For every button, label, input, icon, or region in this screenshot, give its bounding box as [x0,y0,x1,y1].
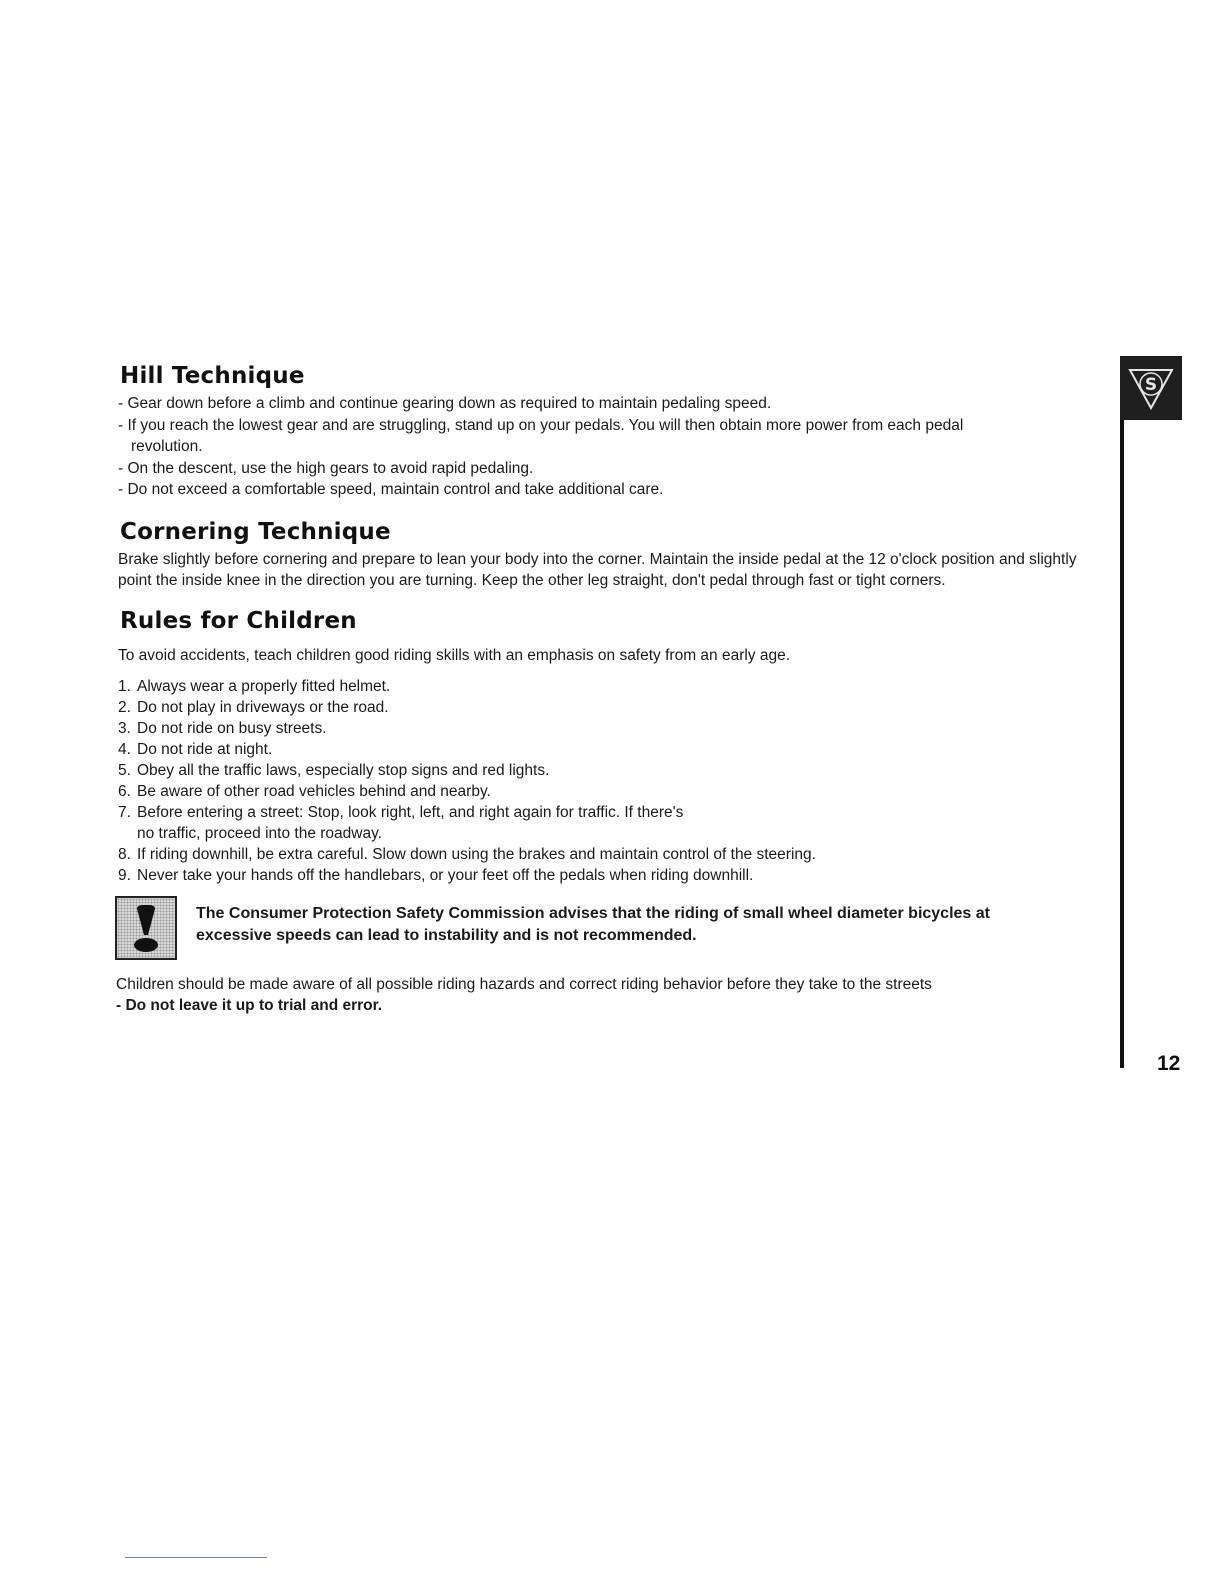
safety-warning [118,896,1078,960]
closing-bold-text: - Do not leave it up to trial and error. [116,997,383,1014]
closing-paragraph [116,974,1078,1016]
rule-text: Be aware of other road vehicles behind and nearby. [137,783,491,800]
rule-number: 6. [118,783,131,800]
rule-number: 5. [118,762,131,779]
warning-text: The Consumer Protection Safety Commission advises that the riding of small wheel diameter bicycles at excessive speeds can lead to instability and is not recommended. [196,905,990,944]
list-item [118,697,1078,718]
page-content [118,362,1078,1016]
list-item [118,718,1078,739]
hill-technique-heading: Hill Technique [120,363,305,389]
chapter-tab-logo [1120,356,1182,420]
rule-number: 7. [118,804,131,821]
rule-text: Do not play in driveways or the road. [137,699,389,716]
list-item [118,802,1078,844]
rules-for-children-section [118,607,1078,1017]
rule-number: 8. [118,846,131,863]
rule-number: 1. [118,678,131,695]
list-item [118,781,1078,802]
list-item: - Gear down before a climb and continue gearing down as required to maintain pedaling speed. [118,395,772,412]
rule-text: Do not ride at night. [137,741,273,758]
rule-text: Never take your hands off the handlebars, or your feet off the pedals when riding downhill. [137,867,754,884]
list-item: - If you reach the lowest gear and are struggling, stand up on your pedals. You will then obtain more power from each pedal revolution. [118,416,964,455]
cornering-technique-heading: Cornering Technique [120,518,391,545]
rule-text: Before entering a street: Stop, look right, left, and right again for traffic. If there's no traffic, proceed into the roadway. [137,804,684,842]
rule-number: 3. [118,720,131,737]
page-number: 12 [1157,1052,1181,1075]
list-item: - Do not exceed a comfortable speed, maintain control and take additional care. [118,481,664,498]
list-item [118,739,1078,760]
list-item [118,844,1078,865]
cornering-technique-section [118,518,1078,592]
rule-text: If riding downhill, be extra careful. Slow down using the brakes and maintain control of the steering. [137,846,816,863]
closing-text: Children should be made aware of all possible riding hazards and correct riding behavior before they take to the streets [116,976,932,993]
chapter-tab-rule [1120,356,1124,1068]
list-item [118,865,1078,886]
list-item [118,760,1078,781]
exclamation-warning-icon [115,896,177,960]
logo-letter: S [1144,375,1158,395]
hill-technique-section [118,362,1078,501]
rule-number: 4. [118,741,131,758]
footer-divider [125,1557,267,1558]
rule-text: Do not ride on busy streets. [137,720,327,737]
s-triangle-logo-icon [1126,362,1176,414]
rule-text: Always wear a properly fitted helmet. [137,678,391,695]
rules-for-children-heading: Rules for Children [120,607,357,634]
rule-number: 9. [118,867,131,884]
rule-text: Obey all the traffic laws, especially stop signs and red lights. [137,762,550,779]
cornering-technique-text: Brake slightly before cornering and prepare to lean your body into the corner. Maintain the inside pedal at the 12 o'clock position and slightly point the inside knee in the direction you are turning. Keep the other leg straight, don't pedal through fast or tight corners. [118,550,1077,589]
rules-list [118,676,1078,886]
rule-number: 2. [118,699,131,716]
rules-intro: To avoid accidents, teach children good riding skills with an emphasis on safety from an early age. [118,646,791,664]
hill-technique-list [118,393,1078,501]
list-item: - On the descent, use the high gears to avoid rapid pedaling. [118,459,534,477]
list-item [118,676,1078,697]
